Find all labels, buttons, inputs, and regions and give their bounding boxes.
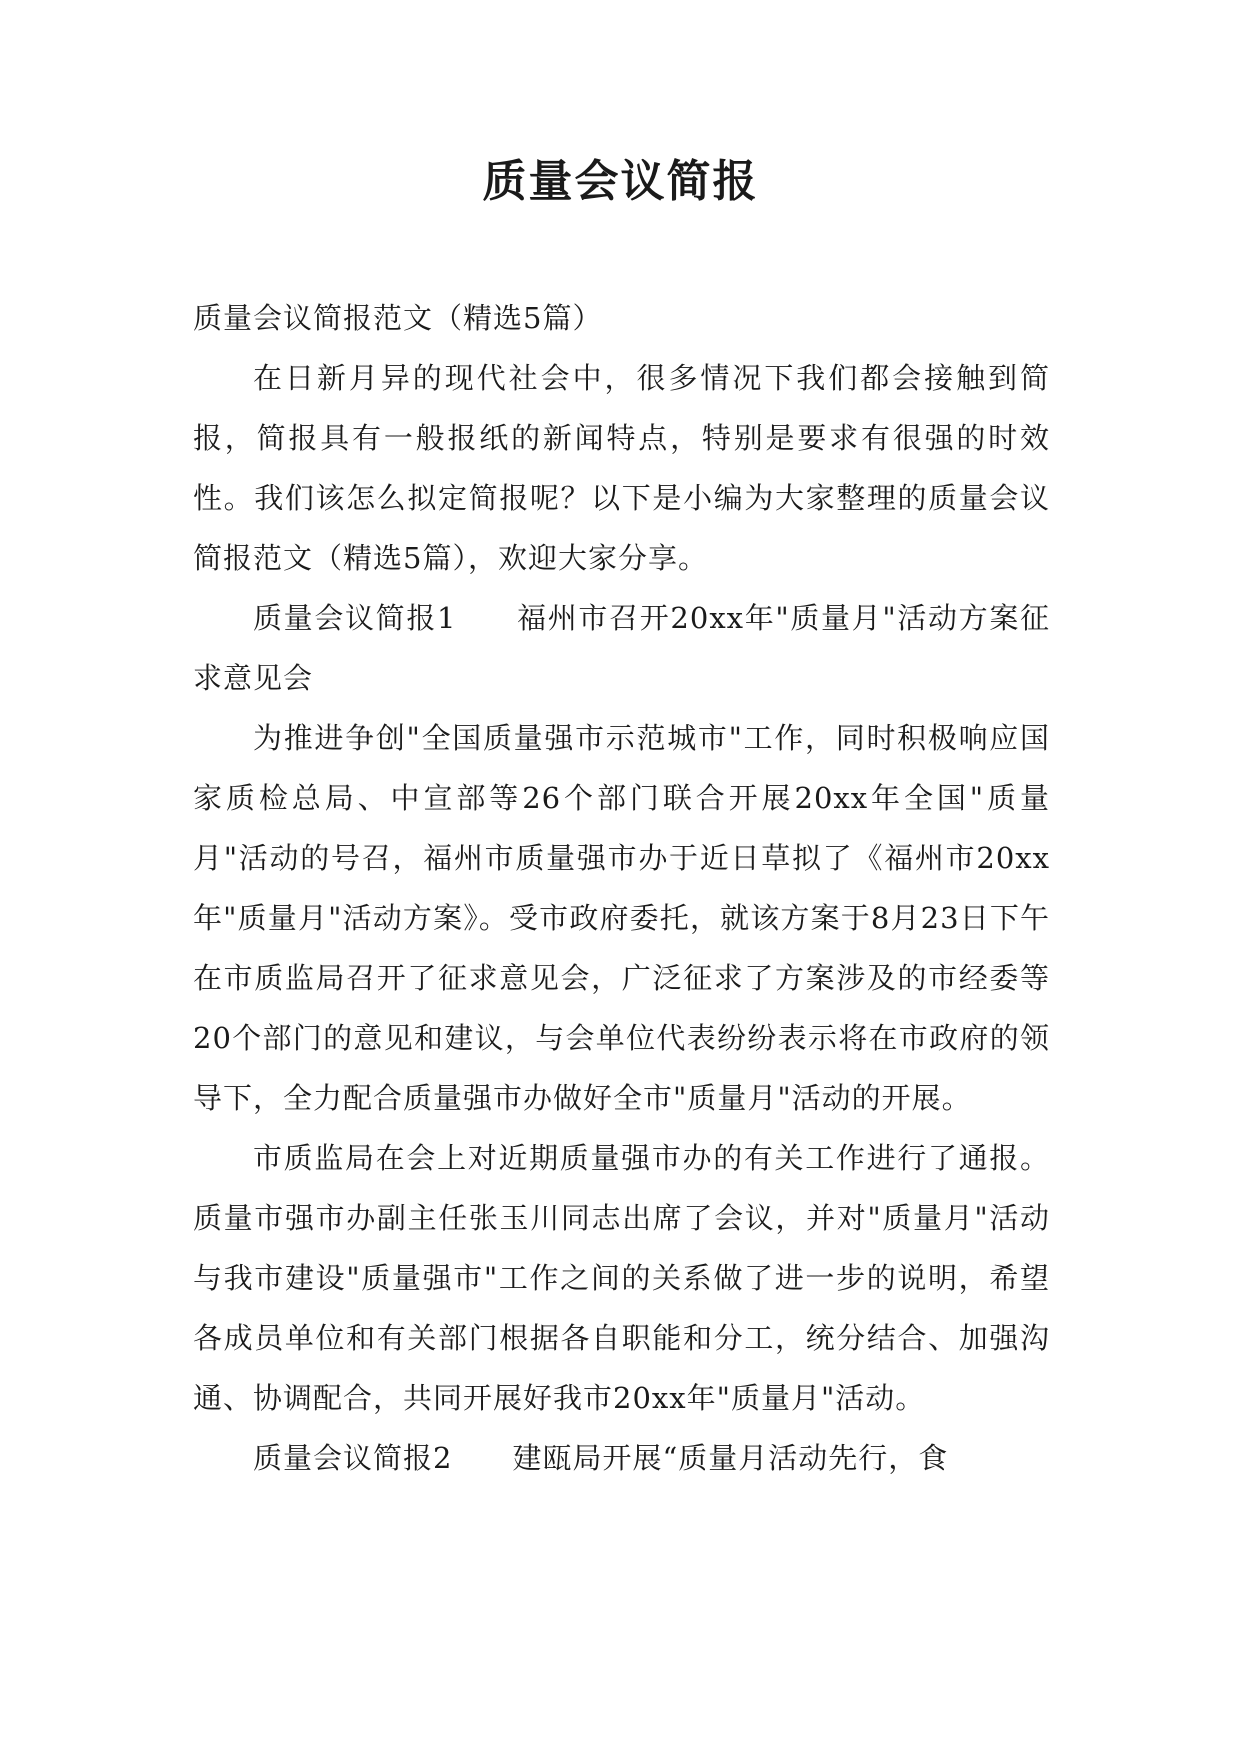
section-2-heading [193, 1428, 1050, 1488]
document-subtitle: 质量会议简报范文（精选5篇） [193, 301, 603, 335]
section-2-title: 建瓯局开展“质量月活动先行，食 [512, 1441, 949, 1475]
section-1-paragraph-1: 为推进争创"全国质量强市示范城市"工作，同时积极响应国家质检总局、中宣部等26个部门联合开展20xx年全国"质量月"活动的号召，福州市质量强市办于近日草拟了《福州市20xx年"质量月"活动方案》。受市政府委托，就该方案于8月23日下午在市质监局召开了征求意见会，广泛征求了方案涉及的市经委等20个部门的意见和建议，与会单位代表纷纷表示将在市政府的领导下，全力配合质量强市办做好全市"质量月"活动的开展。 [193, 721, 1050, 1115]
section-1-label: 质量会议简报1 [253, 601, 457, 635]
document-body [193, 288, 1050, 1488]
document-title: 质量会议简报 [482, 156, 759, 207]
intro-paragraph: 在日新月异的现代社会中，很多情况下我们都会接触到简报，简报具有一般报纸的新闻特点，特别是要求有很强的时效性。我们该怎么拟定简报呢？以下是小编为大家整理的质量会议简报范文（精选5篇），欢迎大家分享。 [193, 361, 1050, 575]
section-1-title: 福州市召开20xx年"质量月"活动方案征求意见会 [193, 601, 1050, 695]
section-1-heading [193, 588, 1050, 708]
section-2-label: 质量会议简报2 [253, 1441, 453, 1475]
section-1-paragraph-2: 市质监局在会上对近期质量强市办的有关工作进行了通报。质量市强市办副主任张玉川同志出席了会议，并对"质量月"活动与我市建设"质量强市"工作之间的关系做了进一步的说明，希望各成员单位和有关部门根据各自职能和分工，统分结合、加强沟通、协调配合，共同开展好我市20xx年"质量月"活动。 [193, 1141, 1050, 1415]
